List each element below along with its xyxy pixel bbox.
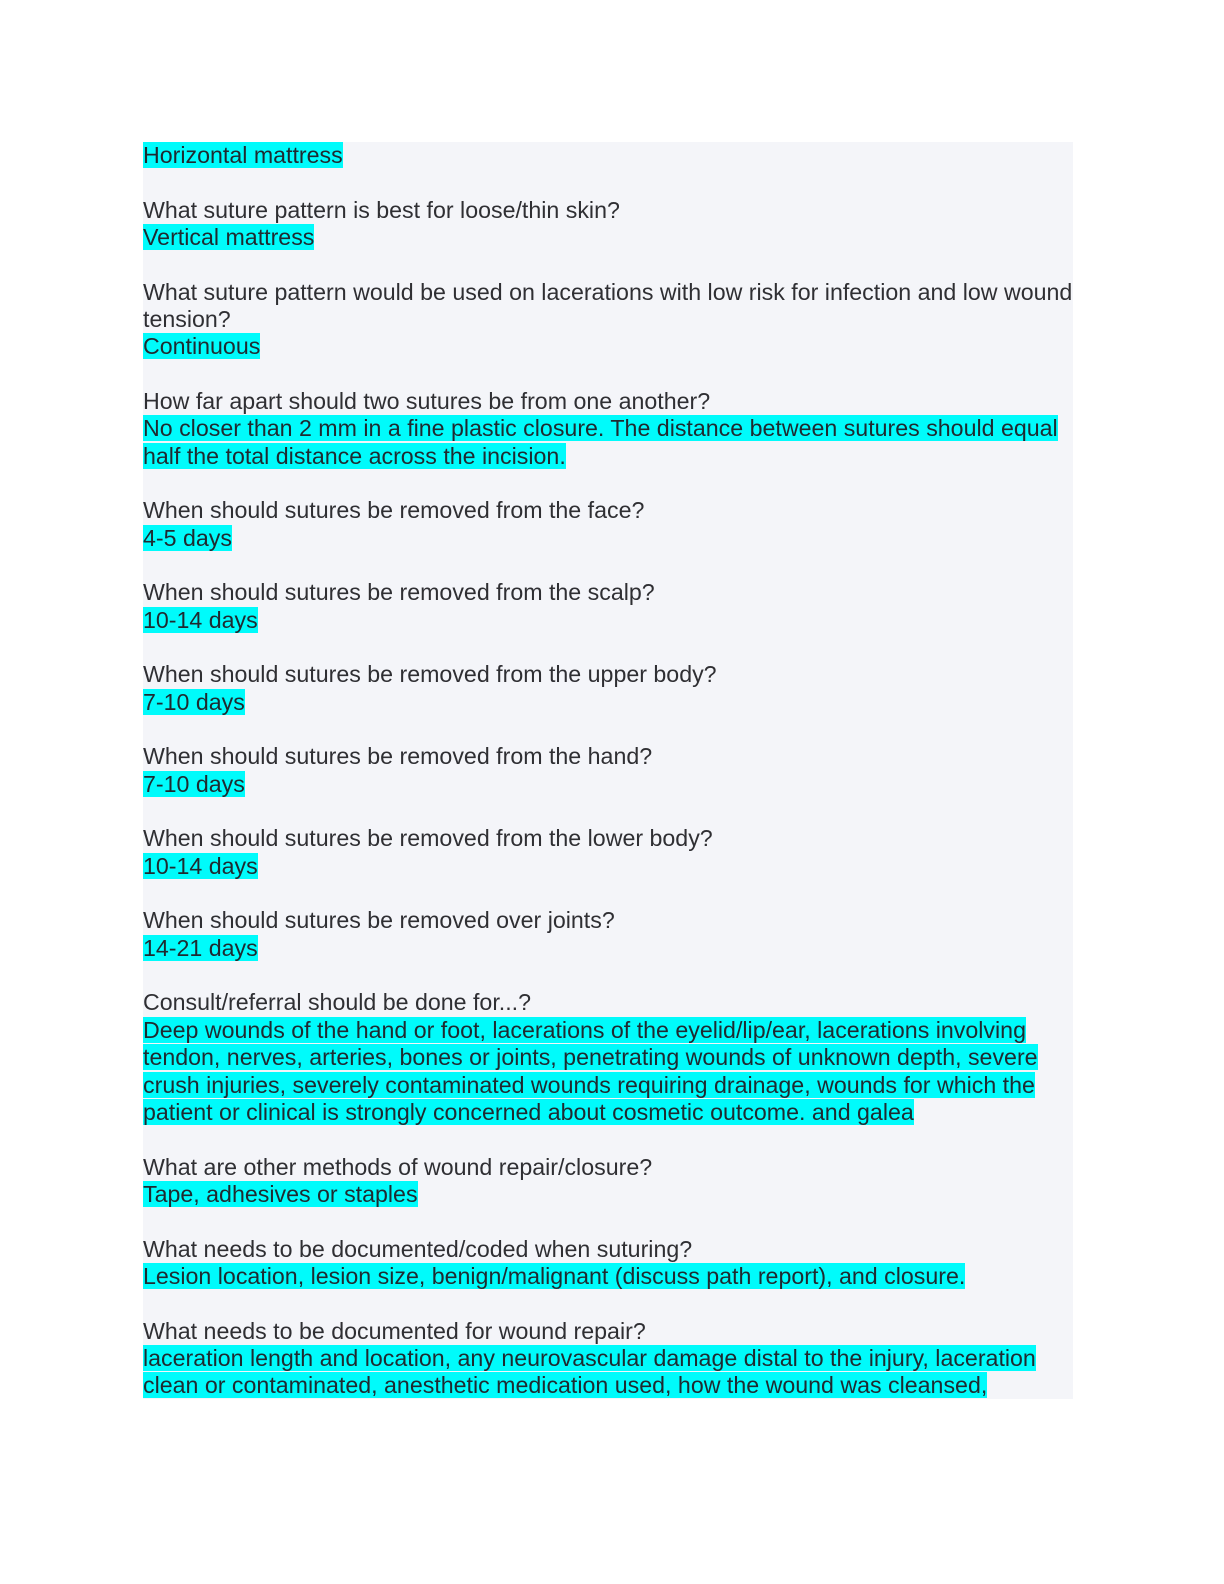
qa-list [143, 142, 1073, 1399]
qa-item [143, 1318, 1073, 1399]
question-text: How far apart should two sutures be from one another? [143, 388, 711, 414]
qa-item [143, 1154, 1073, 1209]
question-text: When should sutures be removed from the hand? [143, 743, 653, 770]
qa-item [143, 388, 1073, 470]
answer-text: Continuous [143, 333, 261, 360]
qa-item [143, 989, 1073, 1126]
qa-item [143, 142, 1073, 169]
qa-item [143, 197, 1073, 252]
qa-item [143, 661, 1073, 716]
question-text: When should sutures be removed from the upper body? [143, 661, 717, 688]
qa-item [143, 579, 1073, 634]
qa-item [143, 497, 1073, 552]
answer-text: Horizontal mattress [143, 142, 343, 168]
question-text: What are other methods of wound repair/closure? [143, 1153, 653, 1180]
document-page [143, 142, 1073, 1399]
qa-item [143, 907, 1073, 962]
question-text: Consult/referral should be done for...? [143, 989, 531, 1016]
answer-text: 4-5 days [143, 524, 232, 551]
answer-text: Deep wounds of the hand or foot, lacerations of the eyelid/lip/ear, lacerations involving tendon, nerves, arteries, bones or joints, penetrating wounds of unknown depth, severe crush injuries, severely contaminated wounds requiring drainage, wounds for which the patient or clinical is strongly concerned about cosmetic outcome. and galea [143, 1016, 1038, 1126]
question-text: What suture pattern would be used on lacerations with low risk for infection and low wound tension? [143, 278, 1073, 332]
question-text: When should sutures be removed over joints? [143, 907, 615, 934]
answer-text: laceration length and location, any neurovascular damage distal to the injury, laceration clean or contaminated, anesthetic medication used, how the wound was cleansed, [143, 1345, 1036, 1399]
answer-text: 7-10 days [143, 688, 245, 715]
question-text: When should sutures be removed from the face? [143, 497, 645, 524]
answer-text: 10-14 days [143, 606, 258, 633]
question-text: What needs to be documented/coded when suturing? [143, 1235, 693, 1262]
question-text: When should sutures be removed from the lower body? [143, 825, 713, 852]
answer-text: Vertical mattress [143, 224, 315, 250]
qa-item [143, 1236, 1073, 1291]
qa-item [143, 279, 1073, 361]
answer-text: 14-21 days [143, 934, 258, 961]
answer-text: Lesion location, lesion size, benign/malignant (discuss path report), and closure. [143, 1263, 966, 1290]
answer-text: Tape, adhesives or staples [143, 1181, 418, 1208]
question-text: What needs to be documented for wound repair? [143, 1317, 646, 1344]
qa-item [143, 743, 1073, 798]
question-text: What suture pattern is best for loose/thin skin? [143, 196, 620, 223]
question-text: When should sutures be removed from the scalp? [143, 579, 655, 606]
answer-text: 7-10 days [143, 770, 245, 797]
qa-item [143, 825, 1073, 880]
answer-text: No closer than 2 mm in a fine plastic closure. The distance between sutures should equal half the total distance across the incision. [143, 415, 1058, 469]
answer-text: 10-14 days [143, 852, 258, 879]
